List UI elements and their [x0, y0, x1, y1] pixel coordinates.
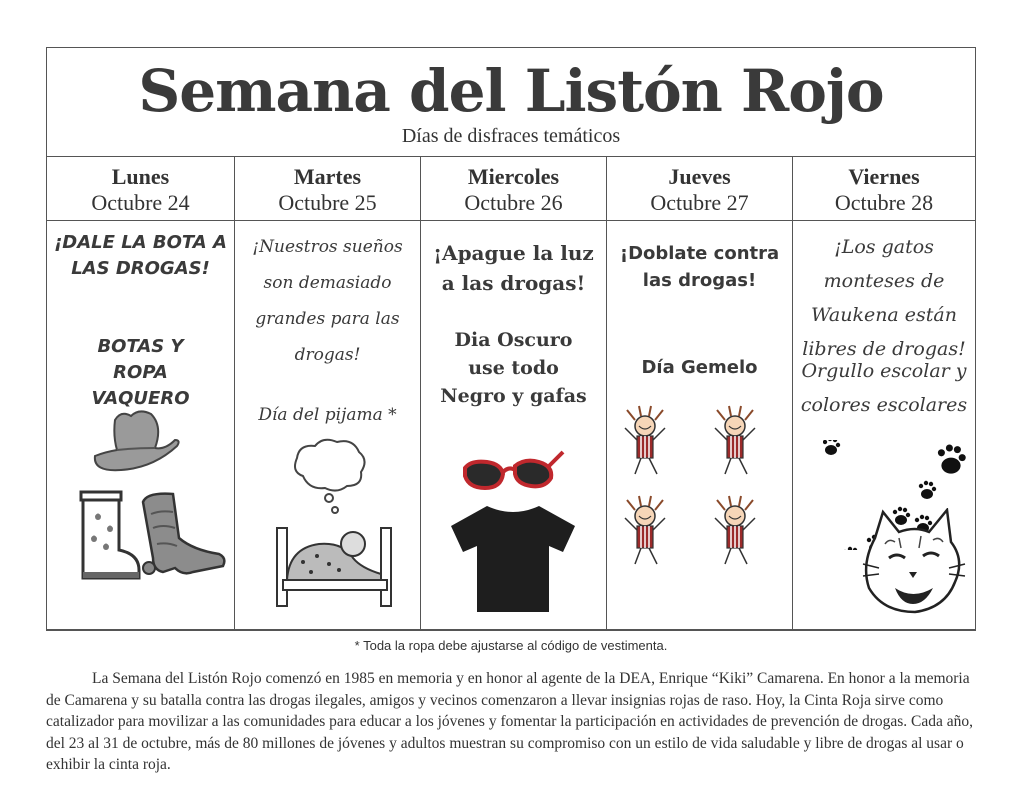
- day-slogan: ¡Los gatos monteses de Waukena están libres de drogas!: [802, 236, 966, 360]
- day-date: Octubre 24: [91, 190, 190, 215]
- day-name: Miercoles: [467, 164, 560, 189]
- twin-kids-icon: [621, 404, 781, 584]
- day-theme: Día del pijama *: [258, 405, 397, 425]
- day-name: Lunes: [111, 164, 170, 189]
- black-tshirt-icon: [447, 502, 579, 616]
- day-slogan: ¡DALE LA BOTA A LAS DROGAS!: [54, 232, 227, 279]
- sleeping-child-bed-icon: [273, 518, 395, 610]
- cowboy-hat-icon: [91, 406, 183, 478]
- day-column-jueves: [606, 156, 792, 630]
- day-column-viernes: [792, 156, 975, 630]
- day-column-miercoles: [420, 156, 606, 630]
- day-column-lunes: [47, 156, 234, 630]
- dress-code-footnote: * Toda la ropa debe ajustarse al código de vestimenta.: [354, 638, 668, 653]
- day-date: Octubre 25: [278, 190, 377, 215]
- day-theme: Día Gemelo: [641, 357, 758, 378]
- dream-cloud-icon: [289, 436, 369, 518]
- wildcat-icon: [859, 508, 969, 620]
- day-name: Martes: [293, 164, 362, 189]
- day-name: Viernes: [848, 164, 920, 189]
- history-paragraph: La Semana del Listón Rojo comenzó en 1985 en memoria y en honor al agente de la DEA, Enrique “Kiki” Camarena. En honor a la memoria de Camarena y su batalla contra las drogas ilegales, amigos y vecinos comenzaron a llevar insignias rojas de raso. Hoy, la Cinta Roja sirve como catalizador para movilizar a las comunidades para educar a los jóvenes y fomentar la participación en actividades de prevención de drogas. Cada año, del 23 al 31 de octubre, más de 80 millones de jóvenes y adultos muestran su compromiso con un estilo de vida saludable y libre de drogas al usar o exhibir la cinta roja.: [46, 670, 974, 773]
- day-date: Octubre 27: [650, 190, 749, 215]
- day-date: Octubre 28: [834, 190, 934, 215]
- page-subtitle: Días de disfraces temáticos: [401, 125, 621, 147]
- day-slogan: ¡Doblate contra las drogas!: [619, 243, 780, 291]
- day-theme: BOTAS Y ROPA VAQUERO: [91, 336, 190, 409]
- day-theme: Orgullo escolar y colores escolares: [800, 360, 968, 416]
- rain-boot-icon: [77, 488, 141, 584]
- day-theme: Dia Oscuro use todo Negro y gafas: [440, 329, 587, 407]
- day-slogan: ¡Nuestros sueños son demasiado grandes para las drogas!: [252, 237, 403, 365]
- cowboy-boot-icon: [133, 488, 229, 584]
- page-title: Semana del Listón Rojo: [138, 57, 884, 125]
- day-slogan: ¡Apague la luz a las drogas!: [433, 241, 594, 295]
- theme-days-table: [46, 47, 976, 653]
- day-date: Octubre 26: [464, 190, 563, 215]
- day-name: Jueves: [668, 164, 731, 189]
- day-column-martes: [234, 156, 420, 630]
- sunglasses-icon: [461, 446, 567, 496]
